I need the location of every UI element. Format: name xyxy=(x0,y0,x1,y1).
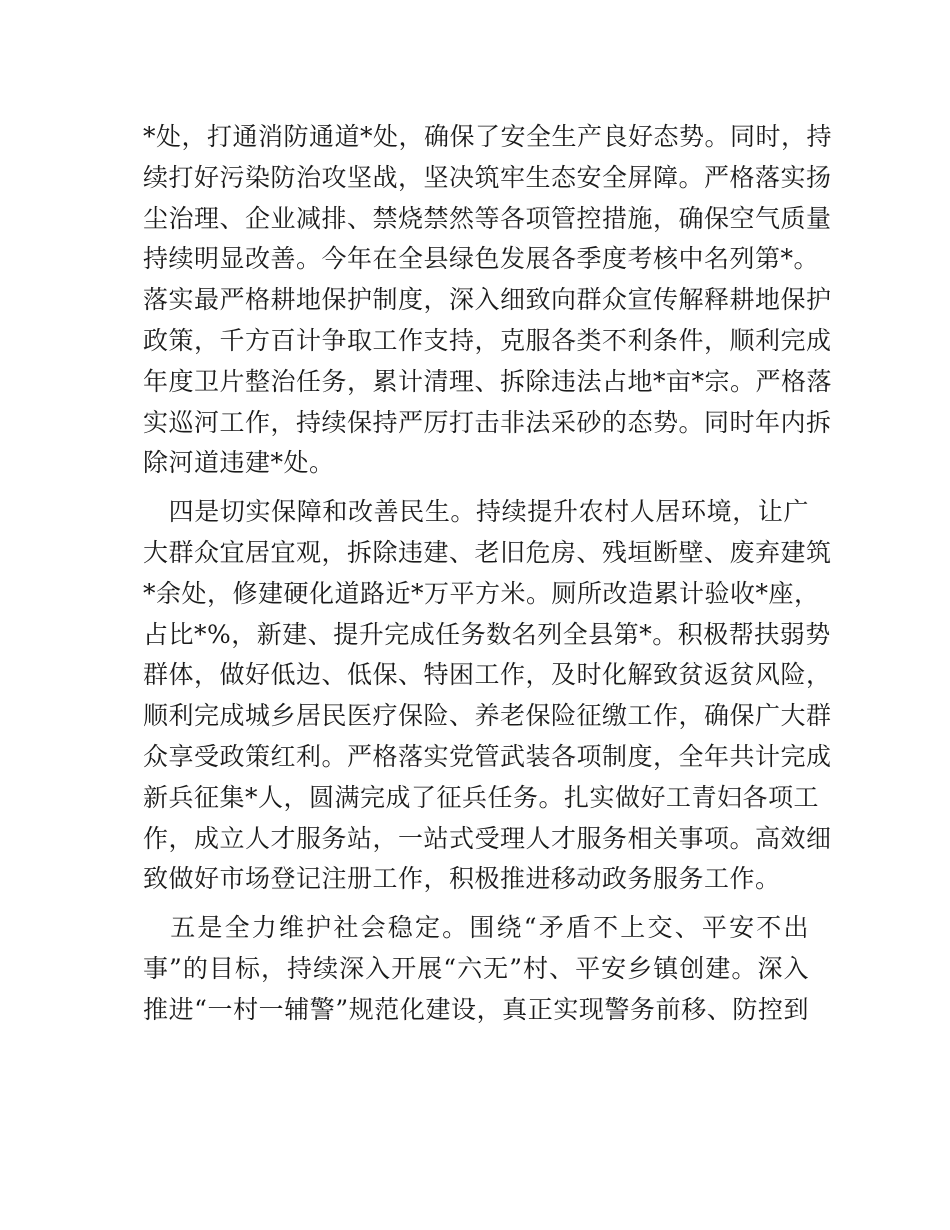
text-line: 续打好污染防治攻坚战，坚决筑牢生态安全屏障。严格落实扬 xyxy=(143,162,832,192)
text-line: *余处，修建硬化道路近*万平方米。厕所改造累计验收*座， xyxy=(143,578,820,608)
text-line: 顺利完成城乡居民医疗保险、养老保险征缴工作，确保广大群 xyxy=(143,701,832,731)
text-line: 众享受政策红利。严格落实党管武装各项制度，全年共计完成 xyxy=(143,741,832,771)
text-line: 群体，做好低边、低保、特困工作，及时化解致贫返贫风险， xyxy=(143,660,832,690)
paragraph-safety-ecology xyxy=(143,117,833,484)
text-line: 四是切实保障和改善民生。持续提升农村人居环境，让广 xyxy=(143,497,809,527)
text-line: 作，成立人才服务站，一站式受理人才服务相关事项。高效细 xyxy=(143,823,832,853)
paragraph-stability xyxy=(143,908,809,1030)
text-line: 推进“一村一辅警”规范化建设，真正实现警务前移、防控到 xyxy=(143,994,809,1024)
document-body xyxy=(143,117,833,1031)
text-line: 大群众宜居宜观，拆除违建、老旧危房、残垣断壁、废弃建筑 xyxy=(143,537,832,567)
paragraph-gap xyxy=(143,484,809,492)
text-line: 落实最严格耕地保护制度，深入细致向群众宣传解释耕地保护 xyxy=(143,285,832,315)
paragraph-livelihood xyxy=(143,492,832,900)
text-line: 政策，千方百计争取工作支持，克服各类不利条件，顺利完成 xyxy=(143,325,832,355)
text-line: *处，打通消防通道*处，确保了安全生产良好态势。同时，持 xyxy=(143,122,833,151)
text-line: 占比*%，新建、提升完成任务数名列全县第*。积极帮扶弱势 xyxy=(143,619,831,649)
text-line: 尘治理、企业减排、禁烧禁然等各项管控措施，确保空气质量 xyxy=(143,203,832,233)
text-line: 年度卫片整治任务，累计清理、拆除违法占地*亩*宗。严格落 xyxy=(143,366,833,396)
text-line: 五是全力维护社会稳定。围绕“矛盾不上交、平安不出 xyxy=(143,913,809,943)
text-line: 事”的目标，持续深入开展“六无”村、平安乡镇创建。深入 xyxy=(143,953,809,983)
text-line: 致做好市场登记注册工作，积极推进移动政务服务工作。 xyxy=(143,864,781,894)
text-line: 除河道违建*处。 xyxy=(143,448,335,478)
text-line: 持续明显改善。今年在全县绿色发展各季度考核中名列第*。 xyxy=(143,244,820,274)
paragraph-gap xyxy=(143,900,809,908)
text-line: 实巡河工作，持续保持严厉打击非法采砂的态势。同时年内拆 xyxy=(143,407,832,437)
text-line: 新兵征集*人，圆满完成了征兵任务。扎实做好工青妇各项工 xyxy=(143,782,820,812)
